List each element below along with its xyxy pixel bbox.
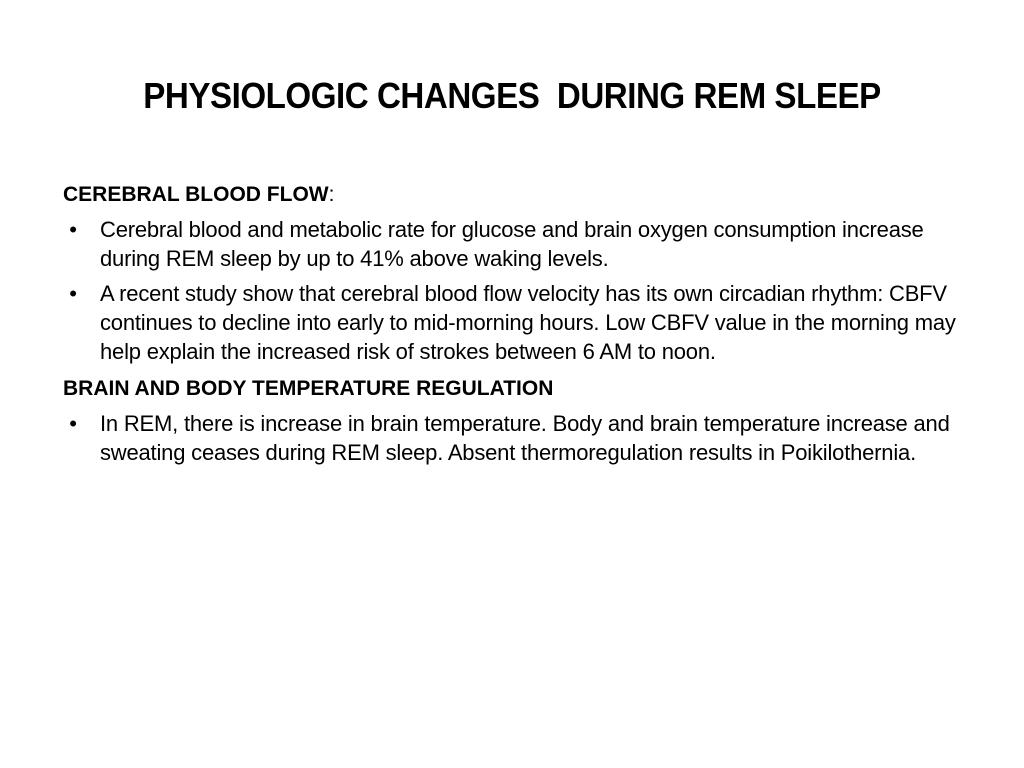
bullet-icon: • [69,281,77,306]
bullet-icon: • [69,411,77,436]
section-heading-cerebral-blood-flow [63,180,973,209]
bullet-item [63,279,973,366]
bullet-list-cerebral-blood-flow [63,215,973,366]
section-heading-text: CEREBRAL BLOOD FLOW [63,183,329,206]
bullet-text: Cerebral blood and metabolic rate for glucose and brain oxygen consumption increase during REM sleep by up to 41% above waking levels. [100,217,924,271]
section-heading-colon: : [328,183,335,206]
section-heading-temperature-regulation [63,374,973,403]
slide-body [63,180,973,475]
bullet-icon: • [69,217,77,242]
bullet-list-temperature-regulation [63,409,973,467]
bullet-text: A recent study show that cerebral blood flow velocity has its own circadian rhythm: CBFV continues to decline into early to mid-morning hours. Low CBFV value in the morning may help explain the increased risk of strokes between 6 AM to noon. [100,281,956,364]
section-heading-text: BRAIN AND BODY TEMPERATURE REGULATION [63,377,554,400]
bullet-item [63,409,973,467]
bullet-item [63,215,973,273]
bullet-text: In REM, there is increase in brain temperature. Body and brain temperature increase and sweating ceases during REM sleep. Absent thermoregulation results in Poikilothernia. [100,411,950,465]
slide-title: PHYSIOLOGIC CHANGES DURING REM SLEEP [143,75,881,116]
